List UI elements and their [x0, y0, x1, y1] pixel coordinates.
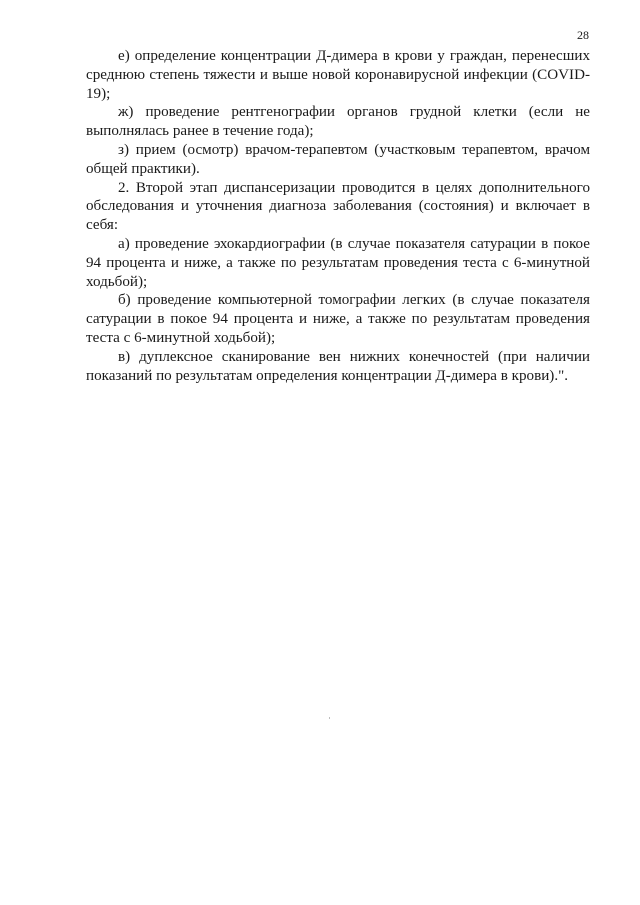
list-item-e: е) определение концентрации Д-димера в крови у граждан, перенесших среднюю степень тяжести и выше новой коронавирусной инфекции (COVID-19);: [86, 48, 590, 102]
page-number: 28: [577, 28, 589, 42]
list-item-a: а) проведение эхокардиографии (в случае показателя сатурации в покое 94 процента и ниже, а также по результатам проведения теста с 6-минутной ходьбой);: [86, 235, 590, 290]
document-body: [86, 47, 590, 385]
list-item-z: з) прием (осмотр) врачом-терапевтом (участковым терапевтом, врачом общей практики).: [86, 141, 590, 177]
list-item-b: б) проведение компьютерной томографии легких (в случае показателя сатурации в покое 94 процента и ниже, а также по результатам проведения теста с 6-минутной ходьбой);: [86, 292, 590, 346]
list-item-zh: ж) проведение рентгенографии органов грудной клетки (если не выполнялась ранее в течение года);: [86, 104, 590, 140]
section-2-intro: 2. Второй этап диспансеризации проводится в целях дополнительного обследования и уточнения диагноза заболевания (состояния) и включает в себя:: [86, 179, 590, 234]
scan-speck: [329, 717, 330, 719]
list-item-v: в) дуплексное сканирование вен нижних конечностей (при наличии показаний по результатам определения концентрации Д-димера в крови).".: [86, 348, 590, 384]
